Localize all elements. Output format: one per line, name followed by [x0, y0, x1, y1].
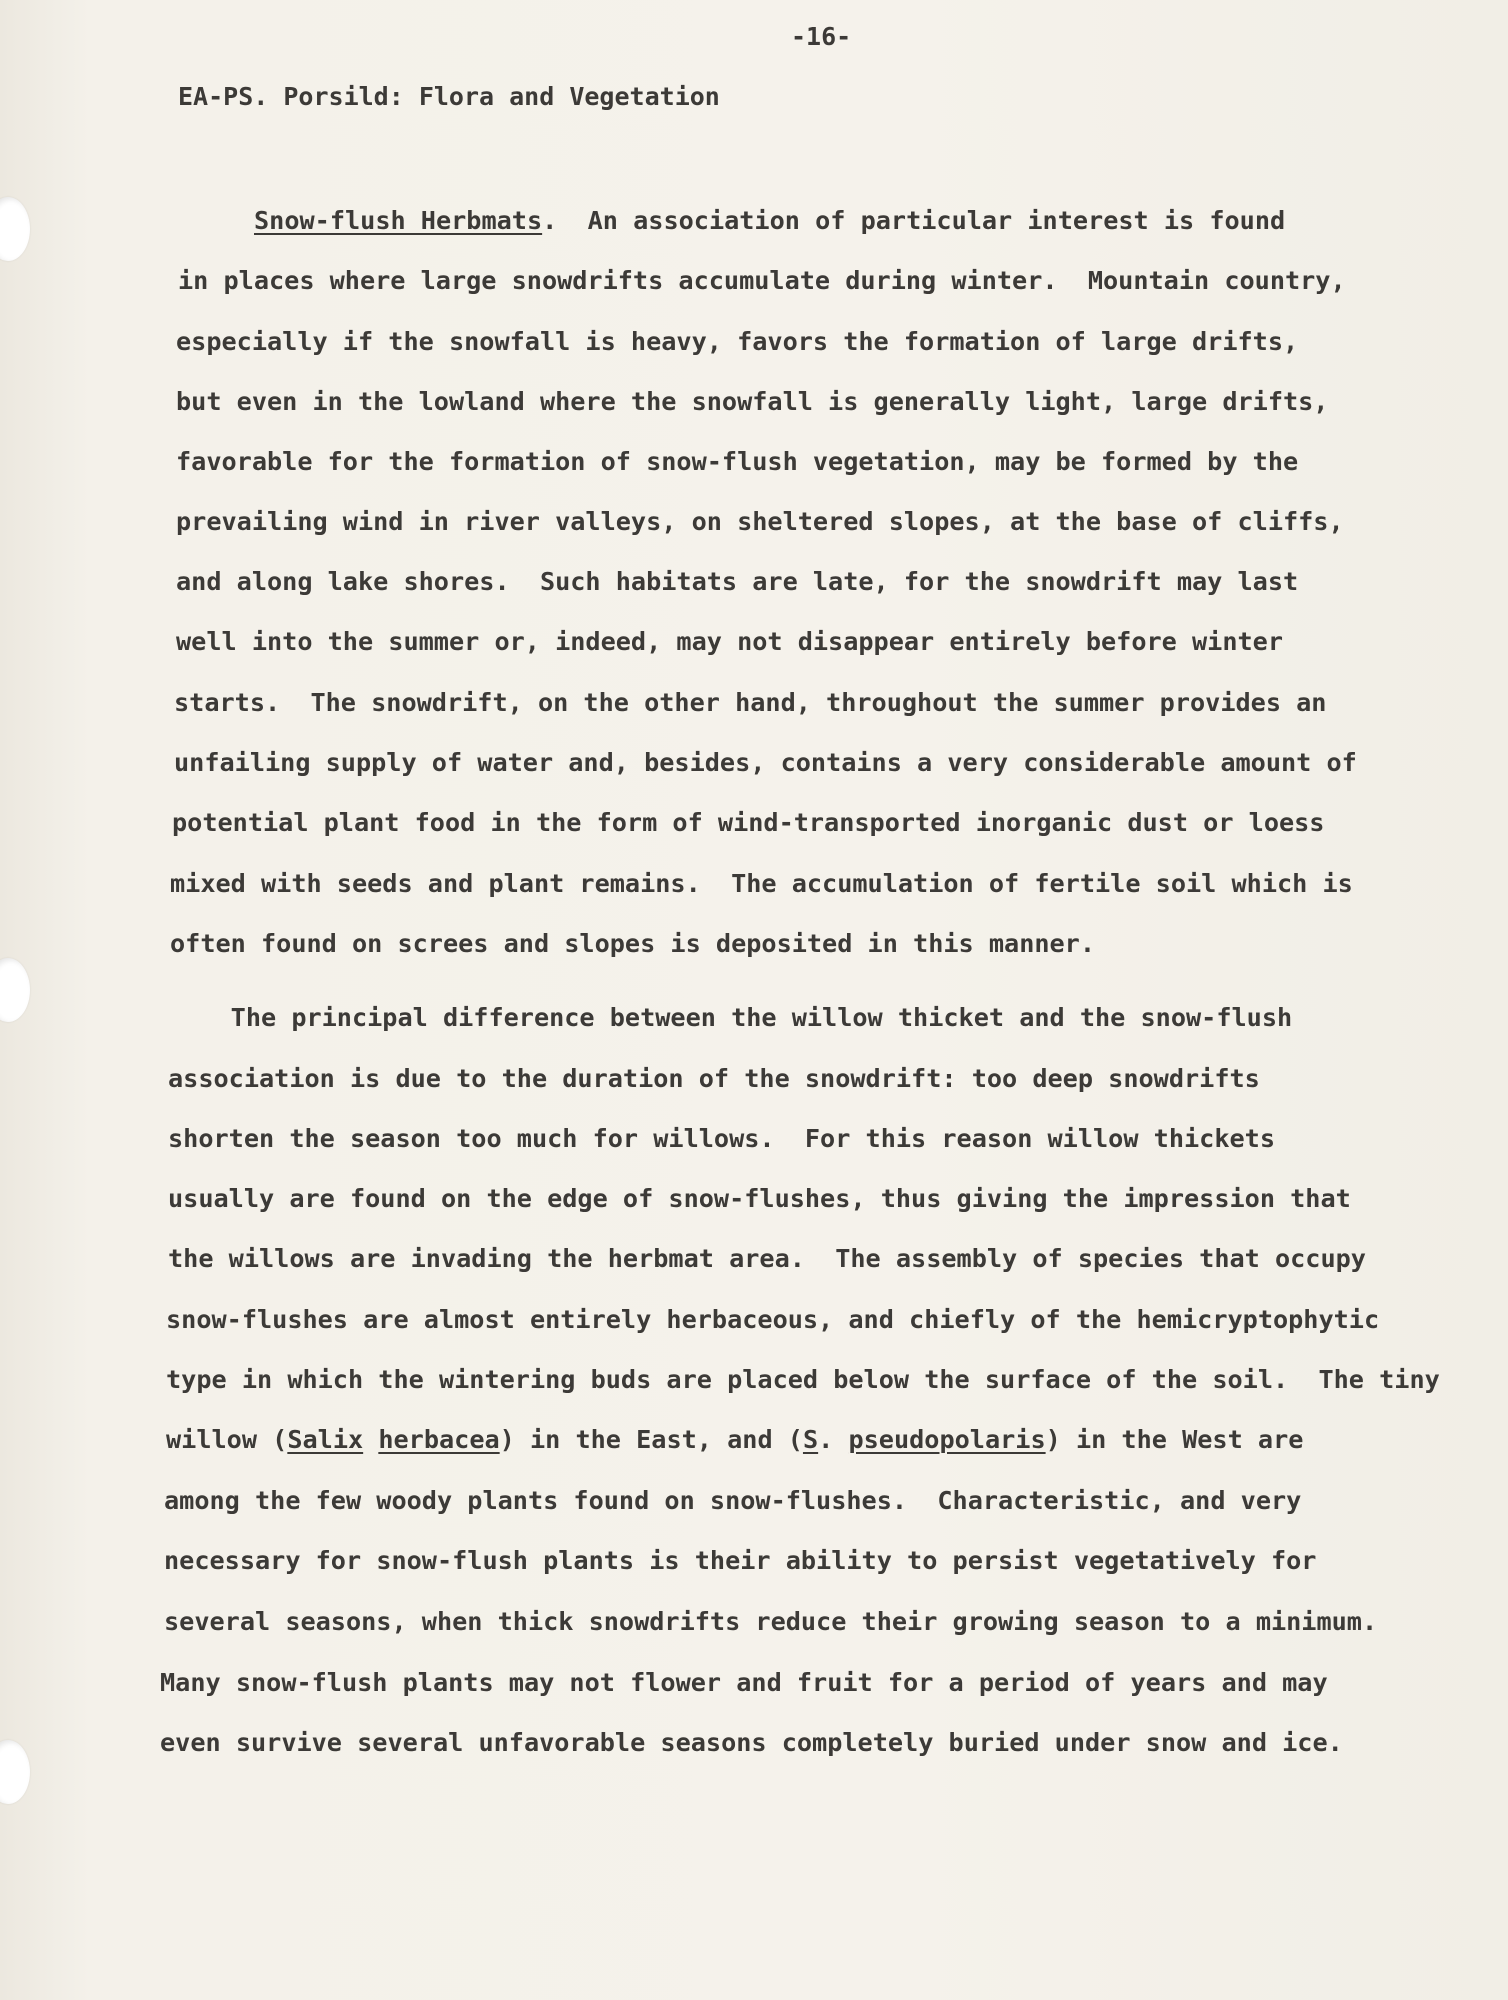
paragraph-line: favorable for the formation of snow-flush vegetation, may be formed by the: [176, 447, 1299, 476]
paragraph-line: in places where large snowdrifts accumulate during winter. Mountain country,: [178, 266, 1346, 295]
paragraph-line: the willows are invading the herbmat area. The assembly of species that occupy: [168, 1244, 1366, 1273]
paragraph-line: Many snow-flush plants may not flower and fruit for a period of years and may: [160, 1668, 1328, 1697]
paragraph-line: well into the summer or, indeed, may not disappear entirely before winter: [176, 627, 1283, 656]
running-head: EA-PS. Porsild: Flora and Vegetation: [178, 82, 720, 111]
section-heading: Snow-flush Herbmats: [254, 206, 543, 235]
paragraph-line: even survive several unfavorable seasons completely buried under snow and ice.: [160, 1728, 1343, 1757]
paragraph-line: especially if the snowfall is heavy, favors the formation of large drifts,: [176, 327, 1299, 356]
paragraph-line: unfailing supply of water and, besides, contains a very considerable amount of: [174, 748, 1357, 777]
punch-hole: [0, 958, 30, 1022]
punch-hole: [0, 197, 30, 261]
taxon-name: pseudopolaris: [848, 1425, 1046, 1454]
paragraph-line: starts. The snowdrift, on the other hand, throughout the summer provides an: [174, 688, 1327, 717]
taxon-name: S: [802, 1425, 819, 1454]
paragraph-line: often found on screes and slopes is deposited in this manner.: [170, 929, 1096, 958]
paragraph-line: snow-flushes are almost entirely herbaceous, and chiefly of the hemicryptophytic: [166, 1305, 1380, 1334]
paragraph-line: association is due to the duration of the snowdrift: too deep snowdrifts: [168, 1064, 1260, 1093]
paragraph-line: usually are found on the edge of snow-flushes, thus giving the impression that: [168, 1184, 1351, 1213]
paragraph-line: necessary for snow-flush plants is their ability to persist vegetatively for: [164, 1546, 1317, 1575]
paragraph-line: among the few woody plants found on snow-flushes. Characteristic, and very: [164, 1486, 1302, 1515]
paragraph-line: several seasons, when thick snowdrifts reduce their growing season to a minimum.: [164, 1607, 1378, 1636]
paragraph-line: but even in the lowland where the snowfall is generally light, large drifts,: [176, 387, 1329, 416]
paragraph-line: prevailing wind in river valleys, on sheltered slopes, at the base of cliffs,: [176, 507, 1344, 536]
punch-hole: [0, 1740, 30, 1804]
paragraph-line: shorten the season too much for willows. For this reason willow thickets: [168, 1124, 1275, 1153]
taxon-name: herbacea: [378, 1425, 500, 1454]
paragraph-line: and along lake shores. Such habitats are late, for the snowdrift may last: [176, 567, 1299, 596]
page-number: -16-: [791, 22, 852, 51]
paragraph-line: Snow-flush Herbmats. An association of particular interest is found: [254, 206, 1286, 235]
taxon-name: Salix: [287, 1425, 364, 1454]
paragraph-line: type in which the wintering buds are placed below the surface of the soil. The tiny: [166, 1365, 1440, 1394]
paragraph-line: potential plant food in the form of wind-transported inorganic dust or loess: [172, 808, 1325, 837]
paragraph-line: The principal difference between the willow thicket and the snow-flush: [170, 1003, 1293, 1032]
paragraph-line: willow (Salix herbacea) in the East, and (S. pseudopolaris) in the West are: [166, 1425, 1304, 1454]
paragraph-line: mixed with seeds and plant remains. The accumulation of fertile soil which is: [170, 869, 1353, 898]
